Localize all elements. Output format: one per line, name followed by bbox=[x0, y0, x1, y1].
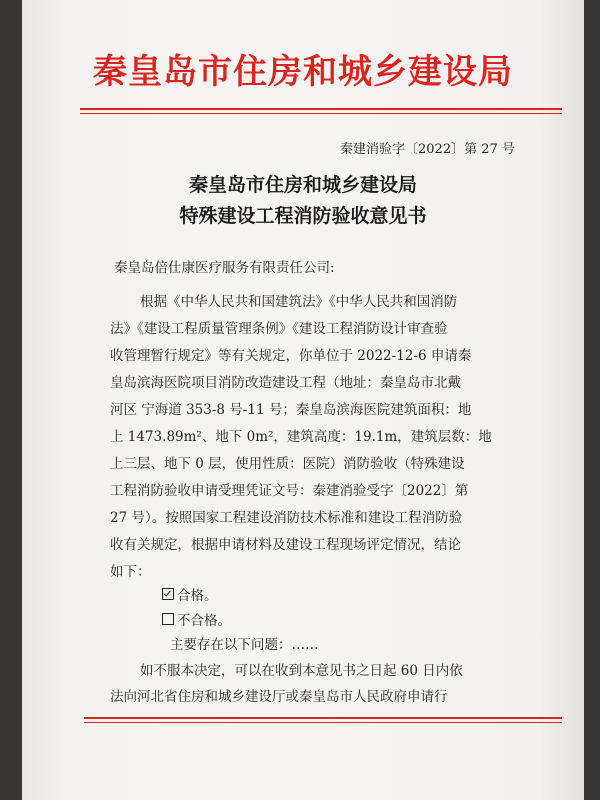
appeal-line: 如不服本决定，可以在收到本意见书之日起 60 日内依 bbox=[140, 663, 463, 679]
body-line: 上 1473.89m²、地下 0m²，建筑高度：19.1m，建筑层数：地 bbox=[110, 429, 492, 445]
option-fail bbox=[162, 609, 231, 629]
body-line: 上三层、地下 0 层，使用性质：医院）消防验收（特殊建设 bbox=[110, 456, 465, 472]
appeal-line: 法向河北省住房和城乡建设厅或秦皇岛市人民政府申请行 bbox=[110, 689, 448, 705]
body-line: 皇岛滨海医院项目消防改造建设工程（地址：秦皇岛市北戴 bbox=[110, 375, 461, 391]
body-line: 根据《中华人民共和国建筑法》《中华人民共和国消防 bbox=[140, 294, 458, 310]
addressee: 秦皇岛倍仕康医疗服务有限责任公司: bbox=[114, 260, 335, 276]
footer-rule-thin bbox=[84, 722, 562, 723]
body-line: 收有关规定，根据申请材料及建设工程现场评定情况，结论 bbox=[110, 537, 461, 553]
footer-rule-thick bbox=[84, 717, 562, 719]
option-fail-label: 不合格。 bbox=[177, 613, 231, 629]
checkbox-checked-icon bbox=[162, 588, 174, 600]
checkbox-empty-icon bbox=[162, 613, 174, 625]
letterhead-rule-thick bbox=[80, 108, 562, 110]
body-line: 收管理暂行规定》等有关规定，你单位于 2022-12-6 申请秦 bbox=[110, 348, 472, 364]
body-line: 河区 宁海道 353-8 号-11 号；秦皇岛滨海医院建筑面积：地 bbox=[110, 402, 472, 418]
body-line: 27 号）。按照国家工程建设消防技术标准和建设工程消防验 bbox=[110, 510, 463, 526]
letterhead-rule-thin bbox=[80, 113, 562, 114]
document-number: 秦建消验字〔2022〕第 27 号 bbox=[340, 142, 515, 157]
option-pass bbox=[162, 584, 218, 604]
body-line: 如下： bbox=[110, 564, 151, 580]
letterhead-title: 秦皇岛市住房和城乡建设局 bbox=[93, 52, 513, 92]
issues-line: 主要存在以下问题：…… bbox=[170, 637, 319, 653]
body-line: 法》《建设工程质量管理条例》《建设工程消防设计审查验 bbox=[110, 321, 448, 337]
document-title-line2: 特殊建设工程消防验收意见书 bbox=[179, 205, 427, 227]
document-title-line1: 秦皇岛市住房和城乡建设局 bbox=[188, 174, 417, 196]
document-page bbox=[22, 0, 584, 800]
body-line: 工程消防验收申请受理凭证文号：秦建消验受字〔2022〕第 bbox=[110, 483, 469, 499]
option-pass-label: 合格。 bbox=[177, 588, 218, 604]
